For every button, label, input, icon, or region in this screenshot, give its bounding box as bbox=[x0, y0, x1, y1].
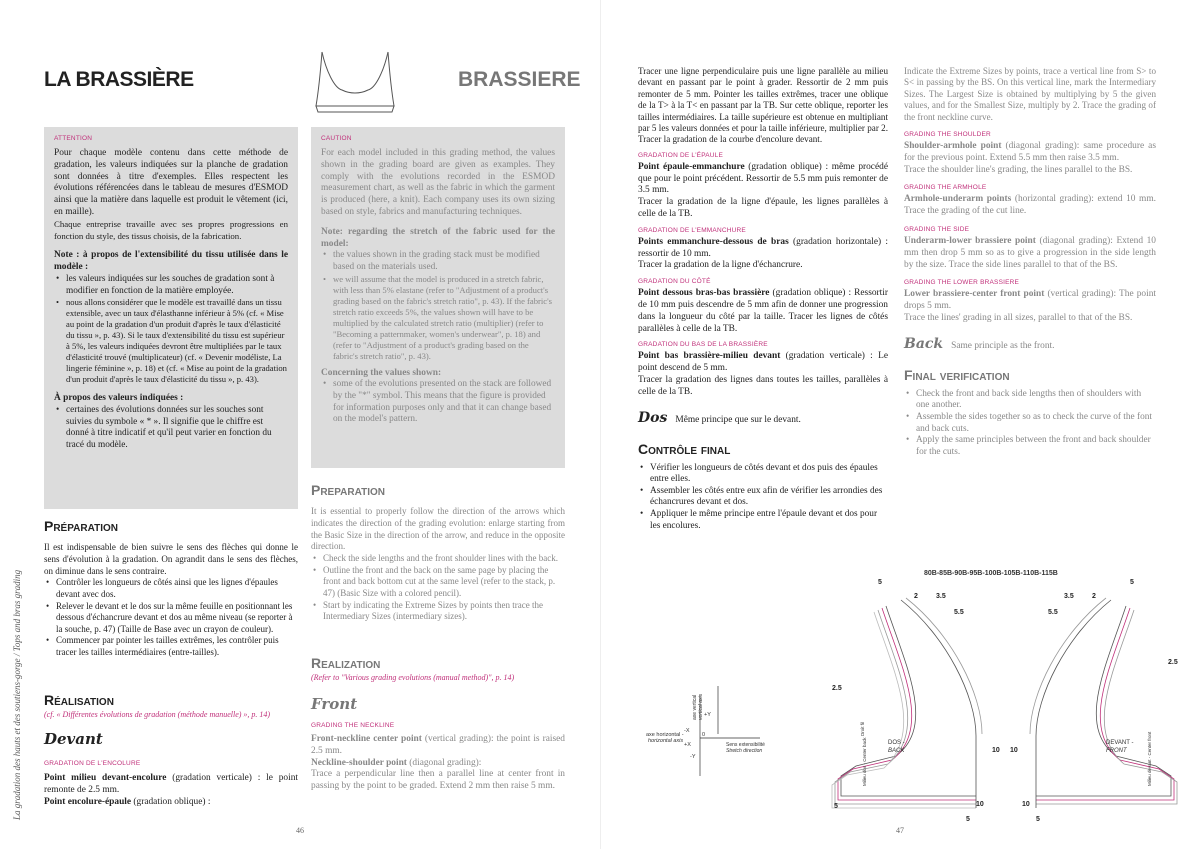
en-front-section bbox=[311, 695, 565, 793]
fr-section-tail: Tracer la gradation des lignes dans toutes les tailles, parallèles à celle de la TB. bbox=[638, 375, 888, 397]
grain-label: Droit fil bbox=[860, 721, 865, 736]
fr-final-list bbox=[638, 463, 888, 533]
list-item: • Assembler les côtés entre eux afin de vérifier les arrondies des échancrures devant et dos. bbox=[638, 486, 888, 509]
en-section-text: Underarm-lower brassiere point (diagonal grading): Extend 10 mm then drop 5 mm so as to give a progression in the side length by the size. Trace the side lines parallel to that of the BS. bbox=[904, 236, 1156, 270]
label-2-5: 2.5 bbox=[832, 685, 842, 692]
list-item: • Apply the same principles between the front and back shoulder for the cuts. bbox=[904, 435, 1156, 458]
en-section-text: Shoulder-armhole point (diagonal grading): same procedure as for the previous point. Extend 5.5 mm then raise 3.5 mm. bbox=[904, 141, 1156, 163]
en-section-tail: Trace the lines' grading in all sizes, parallel to that of the BS. bbox=[904, 313, 1133, 323]
section-label: GRADATION DE L'EMMANCHURE bbox=[638, 226, 746, 234]
list-item: • Contrôler les longueurs de côtés ainsi que les lignes d'épaules devant avec dos. bbox=[44, 577, 298, 600]
section-label: GRADATION DE L'ÉPAULE bbox=[638, 151, 724, 159]
label-5: 5 bbox=[1130, 579, 1134, 586]
attention-note-title: Note : à propos de l'extensibilité du tissu utilisée dans le modèle : bbox=[54, 250, 288, 273]
label-5: 5 bbox=[878, 579, 882, 586]
page-title-fr: LA BRASSIÈRE bbox=[44, 68, 194, 91]
label-10: 10 bbox=[992, 747, 1000, 754]
devant-line-2: Point encolure-épaule (gradation oblique) : bbox=[44, 796, 211, 807]
label-5: 5 bbox=[1036, 816, 1040, 823]
section-title: Realization bbox=[311, 655, 381, 671]
front-tail: Trace a perpendicular line then a parallel line at center front in passing by the point to be graded. Extend 2 mm then raise 5 mm. bbox=[311, 769, 565, 792]
en-final-title: Final verification bbox=[904, 366, 1010, 383]
axis-v-label-en: vertical axis bbox=[698, 693, 704, 720]
page-title-en: BRASSIERE bbox=[458, 68, 581, 91]
list-item: • Relever le devant et le dos sur la même feuille en positionnant les dessous d'échancrure devant et dos au même niveau (se reporter à la souche, p. 47) (Taille de Base avec un crayon de couleur). bbox=[44, 601, 298, 636]
section-intro: Il est indispensable de bien suivre le sens des flèches qui donne le sens d'évolution à la gradation. On agrandit dans le sens des flèches, on diminue dans le sens contraire. bbox=[44, 542, 298, 576]
attention-label: ATTENTION bbox=[54, 135, 93, 142]
origin: 0 bbox=[702, 732, 706, 738]
list-item: • Vérifier les longueurs de côtés devant et dos puis des épaules entre elles. bbox=[638, 463, 888, 486]
fr-intro: Tracer une ligne perpendiculaire puis une ligne parallèle au milieu devant en passant par le point à grader. Ressortir de 2 mm puis remonter de 5 mm. Pointer les tailles extrêmes, tracer une oblique de la T> à la T< en passant par la TB. Sur cette oblique, reporter les tailles intermédiaires. La taille supérieure est obtenue en multipliant par 5 les valeurs données et pour la taille inférieure, multiplier par 2. Tracer la gradation de la courbe d'encolure devant. bbox=[638, 66, 888, 145]
list-item: • Outline the front and the back on the same page by placing the front and back bottom cut at the same level (refer to the stack, p. 47) (Basic Size with a colored pencil). bbox=[311, 565, 565, 600]
label-5: 5 bbox=[834, 803, 838, 810]
caution-note-title: Note: regarding the stretch of the fabric used for the model: bbox=[321, 226, 555, 249]
axis-v-label: axe vertical bbox=[692, 694, 698, 720]
fr-devant-section bbox=[44, 730, 298, 808]
label-10: 10 bbox=[976, 801, 984, 808]
x-minus: -X bbox=[684, 728, 690, 734]
section-title: Preparation bbox=[311, 482, 385, 498]
en-section-text: Armhole-underarm points (horizontal grading): extend 10 mm. Trace the grading of the cut line. bbox=[904, 194, 1156, 217]
label-3-5: 3.5 bbox=[936, 593, 946, 600]
page-number-right: 47 bbox=[896, 826, 904, 835]
fr-section-tail: Tracer la gradation de la ligne d'épaule, les lignes parallèles à celle de la TB. bbox=[638, 197, 888, 220]
devant-label: DEVANT - bbox=[1106, 740, 1134, 746]
page-number-left: 46 bbox=[296, 826, 304, 835]
section-intro: It is essential to properly follow the direction of the arrows which indicates the direction of the grading evolution: enlarge starting from the Basic Size in the direction of the arrow, and reduce in the opposite direction. bbox=[311, 506, 565, 552]
back-line: Back Same principle as the front. bbox=[904, 335, 1055, 352]
axis-legend-diagram bbox=[640, 676, 780, 786]
section-label: GRADING THE NECKLINE bbox=[311, 722, 395, 729]
section-title: Préparation bbox=[44, 518, 118, 534]
fr-preparation-section bbox=[44, 518, 298, 659]
list-item: • Appliquer le même principe entre l'épaule devant et dos pour les encolures. bbox=[638, 509, 888, 532]
front-label: FRONT bbox=[1106, 748, 1127, 754]
section-list bbox=[311, 553, 565, 623]
list-item: • the values shown in the grading stack must be modified based on the materials used. bbox=[321, 250, 555, 273]
label-5: 5 bbox=[966, 816, 970, 823]
label-2: 2 bbox=[1092, 593, 1096, 600]
section-ref: (Refer to "Various grading evolutions (manual method)", p. 14) bbox=[311, 673, 515, 682]
front-line-2: Neckline-shoulder point (diagonal grading): bbox=[311, 757, 482, 768]
axis-h-label-en: horizontal axis bbox=[648, 738, 684, 744]
section-label: GRADING THE ARMHOLE bbox=[904, 184, 987, 192]
list-item: • nous allons considérer que le modèle est travaillé dans un tissu extensible, avec un taux d'élasthanne inférieur à 5% (cf. « Mise au point de la gradation d'un produit d'après le taux d'élasticité du tissu », p. 43). Si le taux d'extensibilité du tissu est supérieur à 5%, les valeurs indiquées devront être multipliées par le taux d'élasticité trouvé (multiplicateur) (cf. « Devenir modéliste, La lingerie féminine », p. 18) et (cf. « Mise au point de la gradation d'un produit d'après le taux d'élasticité du tissu », p. 43). bbox=[54, 297, 288, 385]
caution-values-title: Concerning the values shown: bbox=[321, 367, 442, 378]
list-item: • Commencer par pointer les tailles extrêmes, les contrôler puis tracer les tailles intermédiaires (entre-tailles). bbox=[44, 635, 298, 658]
attention-p2: Chaque entreprise travaille avec ses propres progressions en fonction du style, des tissus choisis, de la fabrication. bbox=[54, 218, 288, 241]
dos-line: Dos Même principe que sur le devant. bbox=[638, 409, 801, 426]
x-plus: +X bbox=[684, 742, 691, 748]
section-title: Front bbox=[311, 695, 358, 713]
section-title: Réalisation bbox=[44, 692, 114, 708]
caution-box bbox=[311, 127, 565, 468]
fr-column bbox=[638, 66, 888, 532]
caution-p1: For each model included in this grading method, the values shown in the grading board are given as examples. They comply with the evolutions recorded in the ESMOD measurement chart, as well as the fabric in which the garment is produced (here, a knit). Each company uses its own sizing based on style, fabrics and manufacturing techniques. bbox=[321, 148, 555, 217]
list-item: • some of the evolutions presented on the stack are followed by the "*" symbol. This means that the figure is provided for information purposes only and that it can change based on the model's pattern. bbox=[321, 379, 555, 425]
attention-values-title: À propos des valeurs indiquées : bbox=[54, 393, 184, 404]
label-3-5: 3.5 bbox=[1064, 593, 1074, 600]
list-item: • we will assume that the model is produced in a stretch fabric, with less than 5% elastane (refer to "Adjustment of a product's grading based on the fabric's stretch ratio", p. 43). If the fabric's stretch ratio exceeds 5%, the values shown will have to be multiplied by the calculated stretch ratio (multiplier) (refer to "Becoming a patternmaker, women's underwear", p. 18) and (refer to "Adjustment of a product's grading based on the fabric's stretch ratio", p. 43). bbox=[321, 274, 555, 362]
label-2-5: 2.5 bbox=[1168, 659, 1178, 666]
en-section-tail: Trace the shoulder line's grading, the lines parallel to the BS. bbox=[904, 164, 1133, 175]
axis-h-label: axe horizontal - bbox=[646, 732, 684, 738]
label-5-5: 5.5 bbox=[1048, 609, 1058, 616]
attention-note-list bbox=[54, 274, 288, 385]
list-item: • certaines des évolutions données sur les souches sont suivies du symbole « * ». Il signifie que le chiffre est donné à titre indicatif et qu'il peut varier en fonction du tracé du modèle. bbox=[54, 405, 288, 451]
list-item: • Start by indicating the Extreme Sizes by points then trace the Intermediary Sizes (intermediary sizes). bbox=[311, 600, 565, 623]
brassiere-sketch bbox=[312, 50, 398, 116]
side-running-title: La gradation des hauts et des soutiens-gorge / Tops and bras grading bbox=[12, 569, 22, 820]
en-intro: Indicate the Extreme Sizes by points, trace a vertical line from S> to S< in passing by the BS. On this vertical line, mark the Intermediary Sizes. The Largest Size is obtained by multiplying by 5 the given values, and for the Smallest Size, multiply by 2. Trace the grading of the front neckline curve. bbox=[904, 66, 1156, 122]
list-item: • les valeurs indiquées sur les souches de gradation sont à modifier en fonction de la matière employée. bbox=[54, 274, 288, 297]
label-10: 10 bbox=[1010, 747, 1018, 754]
section-list bbox=[44, 577, 298, 658]
attention-p1: Pour chaque modèle contenu dans cette méthode de gradation, les valeurs indiquées sur la planche de gradation sont données à titre d'exemples. Elles respectent les évolutions référencées dans le tableau de mesures d'ESMOD ainsi que la matière dans laquelle est produit le vêtement (ici, en maille). bbox=[54, 148, 288, 217]
y-plus: +Y bbox=[704, 712, 711, 718]
label-2: 2 bbox=[914, 593, 918, 600]
pattern-grading-drawing bbox=[826, 576, 1188, 824]
fr-realisation-section bbox=[44, 692, 298, 719]
en-realization-section bbox=[311, 655, 565, 682]
en-section-text: Lower brassiere-center front point (vertical grading): The point drops 5 mm. bbox=[904, 289, 1156, 312]
fr-section-text: Point dessous bras-bas brassière (gradation oblique) : Ressortir de 10 mm puis descendre de 5 mm afin de donner une progression dans la longueur du côté par la taille. Tracer les lignes de côtés parallèles à celle de la TB. bbox=[638, 288, 888, 334]
section-label: GRADING THE SIDE bbox=[904, 226, 970, 234]
section-title: Devant bbox=[44, 730, 103, 748]
fr-final-title: Contrôle final bbox=[638, 440, 731, 457]
fr-section-text: Points emmanchure-dessous de bras (gradation horizontale) : ressortir de 10 mm. bbox=[638, 236, 888, 259]
center-front-label: Milieu devant - Center front bbox=[1147, 731, 1152, 786]
y-minus: -Y bbox=[690, 754, 696, 760]
section-label: GRADING THE LOWER BRASSIERE bbox=[904, 279, 1020, 287]
caution-note-list bbox=[321, 250, 555, 361]
devant-line-1: Point milieu devant-encolure (gradation verticale) : le point remonte de 2.5 mm. bbox=[44, 773, 298, 795]
sizes-legend: 80B-85B-90B-95B-100B-105B-110B-115B bbox=[924, 570, 1058, 577]
attention-values-list bbox=[54, 405, 288, 451]
caution-label: CAUTION bbox=[321, 135, 352, 142]
front-line-1: Front-neckline center point (vertical grading): the point is raised 2.5 mm. bbox=[311, 734, 565, 756]
en-column bbox=[904, 66, 1156, 458]
fr-section-tail: Tracer la gradation de la ligne d'échancrure. bbox=[638, 260, 803, 271]
list-item: • Check the side lengths and the front shoulder lines with the back. bbox=[311, 553, 565, 565]
section-label: GRADATION DU CÔTÉ bbox=[638, 278, 711, 286]
stretch-label: Sens extensibilité bbox=[726, 742, 765, 748]
back-label: BACK bbox=[888, 748, 905, 754]
section-label: GRADATION DE L'ENCOLURE bbox=[44, 760, 141, 767]
section-ref: (cf. « Différentes évolutions de gradation (méthode manuelle) », p. 14) bbox=[44, 710, 271, 719]
label-5-5: 5.5 bbox=[954, 609, 964, 616]
dos-label: DOS - bbox=[888, 740, 905, 746]
attention-box bbox=[44, 127, 298, 509]
list-item: • Assemble the sides together so as to check the curve of the font and back cuts. bbox=[904, 412, 1156, 435]
section-label: GRADATION DU BAS DE LA BRASSIÈRE bbox=[638, 341, 768, 349]
list-item: • Check the front and back side lengths then of shoulders with one another. bbox=[904, 389, 1156, 412]
label-10: 10 bbox=[1022, 801, 1030, 808]
en-preparation-section bbox=[311, 482, 565, 623]
en-final-list bbox=[904, 389, 1156, 459]
stretch-label-en: Stretch direction bbox=[726, 748, 763, 754]
fr-section-text: Point épaule-emmanchure (gradation oblique) : même procédé que pour le point précédent. Ressortir de 5.5 mm puis remonter de 3.5 mm. bbox=[638, 161, 888, 196]
section-label: GRADING THE SHOULDER bbox=[904, 131, 991, 139]
fr-section-text: Point bas brassière-milieu devant (gradation verticale) : Le point descend de 5 mm. bbox=[638, 351, 888, 374]
caution-values-list bbox=[321, 379, 555, 425]
page-gutter bbox=[600, 0, 601, 849]
center-back-label: Milieu dos - Center back bbox=[862, 737, 867, 786]
